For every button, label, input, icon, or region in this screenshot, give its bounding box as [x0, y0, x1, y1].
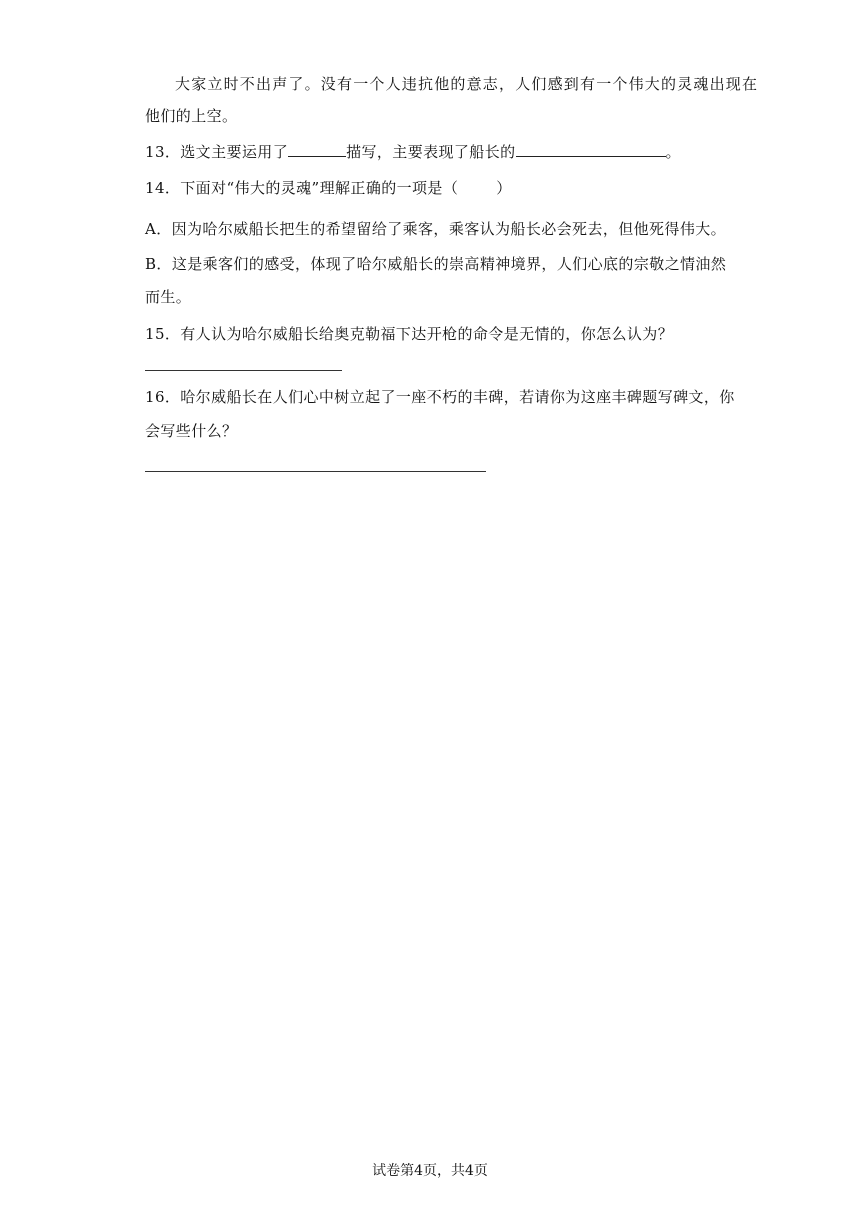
q13-prefix: 13．选文主要运用了 [145, 143, 289, 161]
q14-suffix: ） [496, 179, 512, 197]
question-16-line-1: 16．哈尔威船长在人们心中树立起了一座不朽的丰碑，若请你为这座丰碑题写碑文，你 [145, 388, 735, 406]
q14-option-b-line-1: B．这是乘客们的感受，体现了哈尔威船长的崇高精神境界，人们心底的宗敬之情油然 [145, 255, 727, 273]
question-14 [145, 177, 725, 199]
q13-blank-1[interactable] [288, 141, 346, 157]
q14-option-a: A．因为哈尔威船长把生的希望留给了乘客，乘客认为船长必会死去，但他死得伟大。 [145, 220, 727, 238]
q14-option-b-line-2: 而生。 [145, 288, 192, 306]
question-15: 15．有人认为哈尔威船长给奥克勒福下达开枪的命令是无情的，你怎么认为？ [145, 325, 674, 343]
passage-line-1: 大家立时不出声了。没有一个人违抗他的意志，人们感到有一个伟大的灵魂出现在 [175, 75, 759, 93]
page-footer: 试卷第4页，共4页 [372, 1163, 488, 1179]
q13-blank-2[interactable] [516, 141, 666, 157]
passage-line-2: 他们的上空。 [145, 107, 238, 125]
question-16-line-2: 会写些什么？ [145, 422, 238, 440]
q13-suffix: 。 [665, 143, 681, 161]
q14-prefix: 14．下面对“伟大的灵魂”理解正确的一项是（ [145, 179, 459, 197]
q13-middle: 描写，主要表现了船长的 [346, 143, 516, 161]
q16-answer-line[interactable] [145, 471, 486, 472]
question-13 [145, 141, 725, 163]
q15-answer-line[interactable] [145, 370, 342, 371]
